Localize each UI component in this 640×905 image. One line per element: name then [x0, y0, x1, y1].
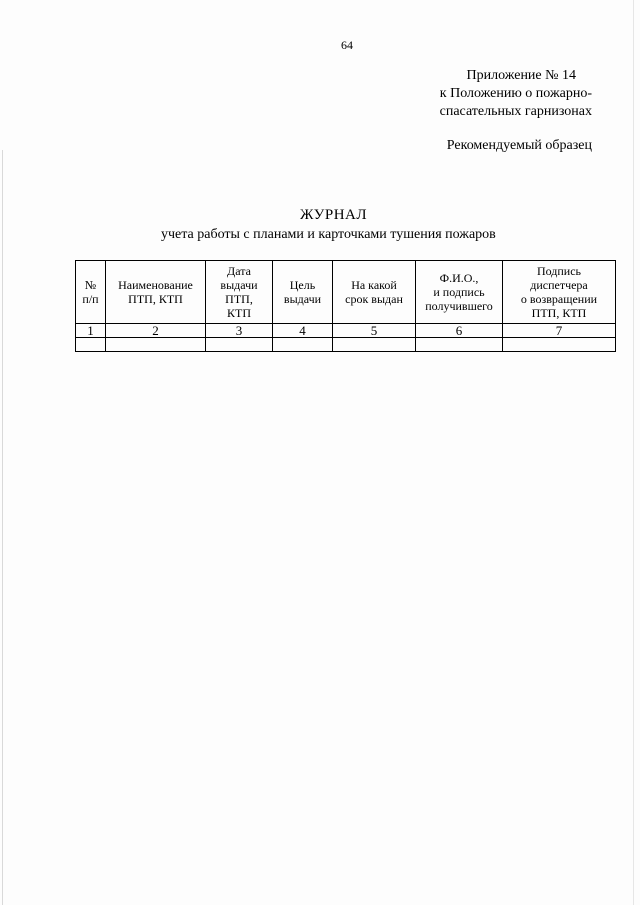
header-line: ПТП, КТП [128, 292, 183, 306]
empty-cell [106, 338, 206, 352]
header-cell-number [76, 261, 106, 324]
empty-table-row [76, 338, 616, 352]
header-line: Наименование [118, 278, 193, 292]
header-line: Цель [289, 278, 316, 292]
header-cell-recipient [416, 261, 503, 324]
empty-cell [416, 338, 503, 352]
header-cell-term [333, 261, 416, 324]
header-line: и подпись [433, 285, 485, 299]
header-line: Дата [227, 264, 251, 278]
scan-edge-right [633, 0, 634, 905]
document-title: ЖУРНАЛ [300, 207, 368, 223]
header-line: КТП [227, 306, 251, 320]
header-line: № [84, 278, 97, 292]
empty-cell [273, 338, 333, 352]
header-line: получившего [425, 299, 493, 313]
header-line: срок выдан [345, 292, 403, 306]
header-line: ПТП, КТП [531, 306, 587, 320]
journal-table [75, 260, 616, 352]
page-number: 64 [341, 38, 353, 52]
column-number-cell: 5 [333, 324, 416, 338]
header-line: п/п [82, 292, 99, 306]
column-number-cell: 2 [106, 324, 206, 338]
appendix-block [372, 67, 592, 121]
column-number-cell: 4 [273, 324, 333, 338]
empty-cell [76, 338, 106, 352]
appendix-line-2: к Положению о пожарно- [439, 86, 592, 101]
empty-cell [206, 338, 273, 352]
header-line: Ф.И.О., [439, 271, 479, 285]
header-cell-name [106, 261, 206, 324]
column-number-cell: 7 [503, 324, 616, 338]
column-number-cell: 6 [416, 324, 503, 338]
header-line: Подпись [536, 264, 582, 278]
header-cell-issue-date [206, 261, 273, 324]
header-cell-purpose [273, 261, 333, 324]
column-number-row [76, 324, 616, 338]
header-line: выдачи [283, 292, 322, 306]
header-line: диспетчера [530, 278, 588, 292]
empty-cell [503, 338, 616, 352]
header-line: На какой [351, 278, 397, 292]
column-number-cell: 3 [206, 324, 273, 338]
recommended-sample-label: Рекомендуемый образец [446, 138, 592, 153]
scan-edge-left [2, 150, 3, 905]
table-header-row [76, 261, 616, 324]
empty-cell [333, 338, 416, 352]
document-subtitle: учета работы с планами и карточками тушения пожаров [161, 227, 496, 242]
header-cell-dispatcher-signature [503, 261, 616, 324]
appendix-line-1: Приложение № 14 [466, 68, 576, 83]
header-line: ПТП, [225, 292, 253, 306]
header-line: выдачи [220, 278, 258, 292]
header-line: о возвращении [520, 292, 598, 306]
column-number-cell: 1 [76, 324, 106, 338]
appendix-line-3: спасательных гарнизонах [439, 104, 592, 119]
